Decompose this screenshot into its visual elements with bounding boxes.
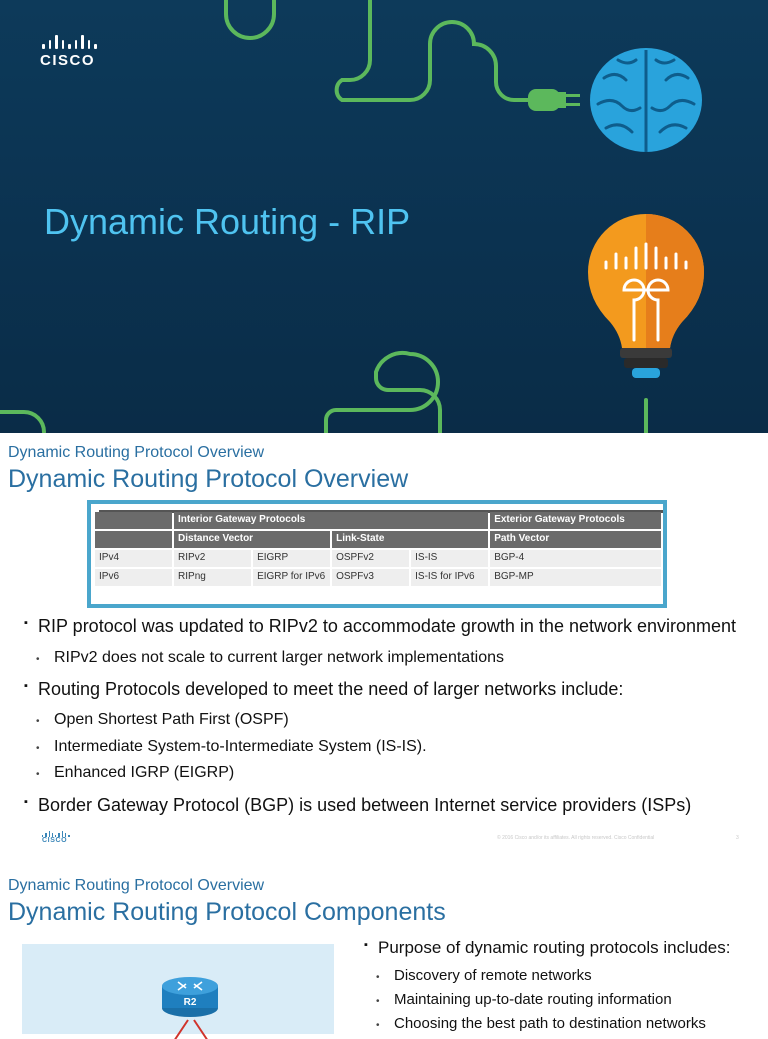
slide-heading: Dynamic Routing Protocol Components <box>8 898 446 926</box>
bullet-text: RIPv2 does not scale to current larger network implementations <box>54 649 504 666</box>
bullet-text: Routing Protocols developed to meet the need of larger networks include: <box>38 679 624 699</box>
slide-title: Dynamic Routing - RIP <box>44 201 411 242</box>
table-cell: BGP-MP <box>490 569 661 586</box>
router-label: R2 <box>183 997 197 1008</box>
bullet-text: Discovery of remote networks <box>394 967 592 984</box>
square-bullet-icon: ▪ <box>24 617 28 629</box>
list-item <box>36 649 504 667</box>
list-item <box>376 1015 706 1032</box>
subheader-path-vector: Path Vector <box>490 531 661 548</box>
table-cell: OSPFv2 <box>332 550 409 567</box>
list-item <box>36 711 289 729</box>
square-bullet-icon: ▪ <box>24 680 28 692</box>
table-cell: EIGRP for IPv6 <box>253 569 330 586</box>
table-cell: OSPFv3 <box>332 569 409 586</box>
plug-icon <box>528 89 580 111</box>
network-diagram <box>22 944 334 1034</box>
footer-wordmark: CISCO <box>42 837 68 844</box>
footer-cisco-logo <box>42 830 70 844</box>
slide-heading: Dynamic Routing Protocol Overview <box>8 465 409 493</box>
router-diagram <box>22 944 334 1034</box>
table-cell: BGP-4 <box>490 550 661 567</box>
list-item <box>376 991 672 1008</box>
components-slide <box>0 866 768 1032</box>
bullet-text: Choosing the best path to destination networks <box>394 1015 706 1032</box>
list-item <box>364 938 730 958</box>
table-corner <box>95 512 172 529</box>
table-row <box>95 569 661 586</box>
list-item <box>36 738 427 756</box>
section-label: Dynamic Routing Protocol Overview <box>8 444 265 461</box>
table-cell: RIPng <box>174 569 251 586</box>
square-bullet-icon: ▪ <box>24 796 28 808</box>
list-item <box>36 764 234 782</box>
header-egp: Exterior Gateway Protocols <box>490 512 661 529</box>
list-item <box>24 795 691 816</box>
table-row <box>95 550 661 567</box>
bullet-text: Open Shortest Path First (OSPF) <box>54 711 289 728</box>
routing-protocol-table <box>93 510 663 588</box>
square-bullet-icon: ▪ <box>364 939 368 951</box>
dot-bullet-icon: • <box>36 769 40 780</box>
table-cell: IS-IS for IPv6 <box>411 569 488 586</box>
table-cell: EIGRP <box>253 550 330 567</box>
dot-bullet-icon: • <box>376 996 380 1007</box>
subheader-distance-vector: Distance Vector <box>174 531 330 548</box>
dot-bullet-icon: • <box>376 1020 380 1031</box>
bullet-text: Purpose of dynamic routing protocols includes: <box>378 938 731 957</box>
page-number: 3 <box>736 835 739 841</box>
lightbulb-icon <box>588 214 704 378</box>
brain-icon <box>590 48 702 152</box>
title-slide <box>0 0 768 433</box>
dot-bullet-icon: • <box>36 654 40 665</box>
dot-bullet-icon: • <box>376 972 380 983</box>
bullet-text: Enhanced IGRP (EIGRP) <box>54 764 235 781</box>
overview-slide <box>0 433 768 866</box>
row-label: IPv4 <box>95 550 172 567</box>
header-igp: Interior Gateway Protocols <box>174 512 488 529</box>
row-label: IPv6 <box>95 569 172 586</box>
bullet-text: RIP protocol was updated to RIPv2 to accommodate growth in the network environment <box>38 616 737 636</box>
cisco-bars-icon <box>42 33 110 49</box>
table-cell: RIPv2 <box>174 550 251 567</box>
list-item <box>24 679 623 700</box>
section-label: Dynamic Routing Protocol Overview <box>8 877 265 894</box>
dot-bullet-icon: • <box>36 743 40 754</box>
bullet-text: Border Gateway Protocol (BGP) is used between Internet service providers (ISPs) <box>38 795 692 815</box>
router-icon <box>162 977 218 1039</box>
routing-protocol-table-frame <box>87 500 667 608</box>
cisco-logo <box>40 33 110 69</box>
cisco-wordmark: CISCO <box>40 52 96 69</box>
dot-bullet-icon: • <box>36 716 40 727</box>
bullet-text: Intermediate System-to-Intermediate System (IS-IS). <box>54 738 427 755</box>
table-corner <box>95 531 172 548</box>
subheader-link-state: Link-State <box>332 531 488 548</box>
copyright-notice: © 2016 Cisco and/or its affiliates. All rights reserved. Cisco Confidential <box>497 835 655 841</box>
table-cell: IS-IS <box>411 550 488 567</box>
cisco-bars-icon <box>42 830 70 837</box>
bullet-text: Maintaining up-to-date routing information <box>394 991 672 1008</box>
list-item <box>24 616 736 637</box>
routing-protocol-table-panel <box>91 504 663 604</box>
list-item <box>376 967 592 984</box>
